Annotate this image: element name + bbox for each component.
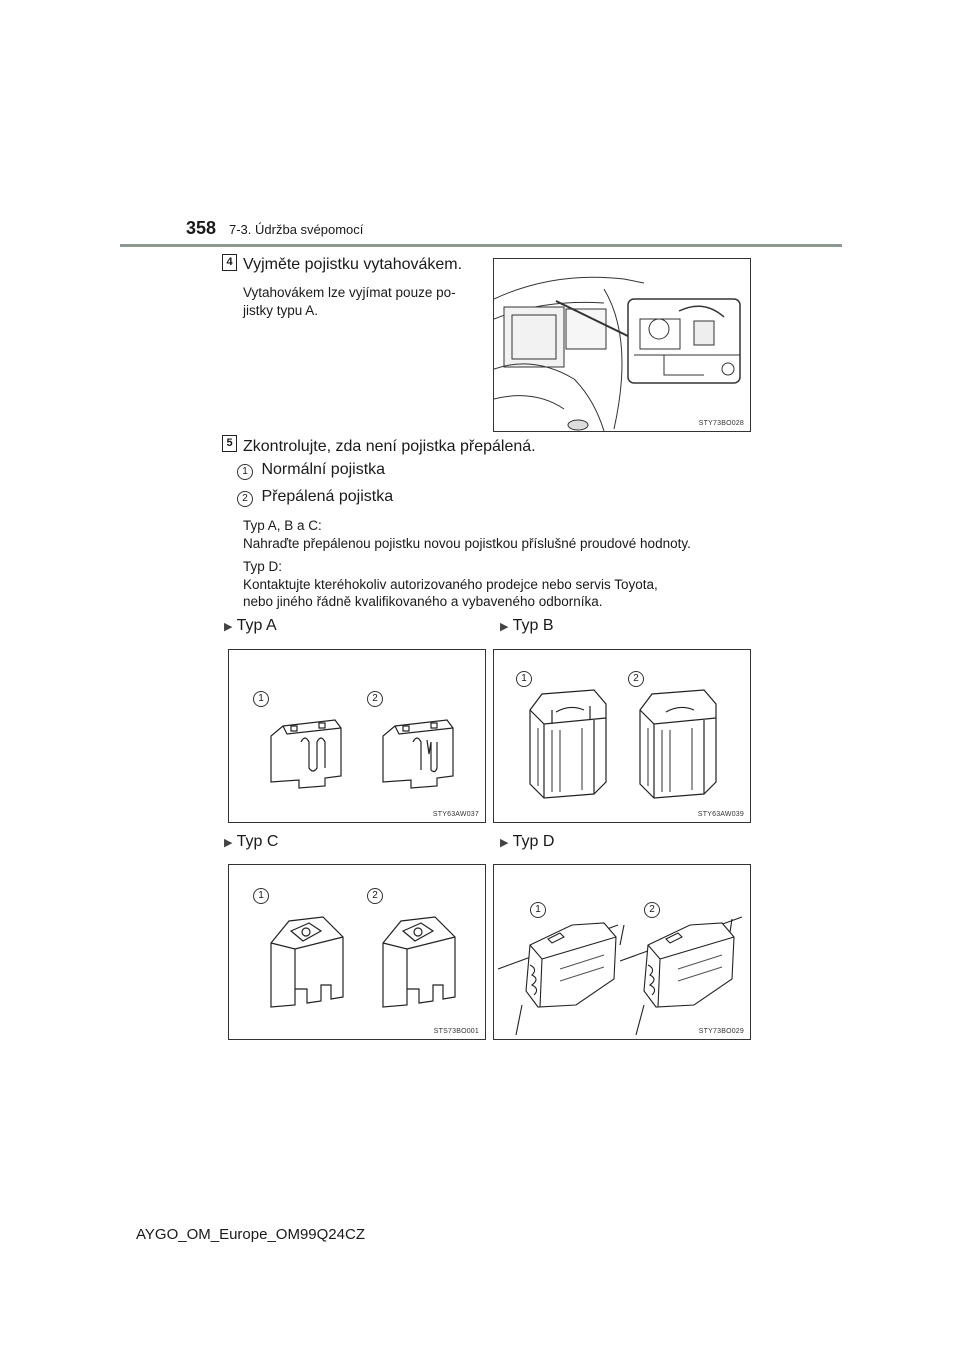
section-title: 7-3. Údržba svépomocí xyxy=(229,222,364,237)
legend-item-normal xyxy=(237,461,385,480)
type-d-figure xyxy=(493,864,751,1040)
type-a-figure xyxy=(228,649,486,823)
type-b-figure xyxy=(493,649,751,823)
marker-1: 1 xyxy=(516,671,532,687)
step5-title: Zkontrolujte, zda není pojistka přepálená. xyxy=(243,438,536,455)
figure-code: STY63AW039 xyxy=(697,811,744,818)
marker-1: 1 xyxy=(237,464,253,480)
fuse-puller-figure xyxy=(493,258,751,432)
legend-item-blown xyxy=(237,488,393,507)
legend-label-normal: Normální pojistka xyxy=(261,461,386,478)
triangle-icon: ▶ xyxy=(500,621,509,633)
note1-line2: Nahraďte přepálenou pojistku novou pojistkou příslušné proudové hodnoty. xyxy=(243,536,691,551)
marker-2: 2 xyxy=(367,888,383,904)
note2-line3: nebo jiného řádně kvalifikovaného a vybaveného odborníka. xyxy=(243,594,603,609)
header-rule xyxy=(120,244,842,247)
step-number-4: 4 xyxy=(222,254,237,271)
marker-2: 2 xyxy=(367,691,383,707)
marker-1: 1 xyxy=(253,888,269,904)
type-c-label: ▶ Typ C xyxy=(224,833,279,850)
step-number-5: 5 xyxy=(222,435,237,452)
note2-line2: Kontaktujte kteréhokoliv autorizovaného prodejce nebo servis Toyota, xyxy=(243,577,658,592)
step4-note-line1: Vytahovákem lze vyjímat pouze po- xyxy=(243,285,456,300)
note2-line1: Typ D: xyxy=(243,559,283,574)
type-c-figure xyxy=(228,864,486,1040)
triangle-icon: ▶ xyxy=(500,837,509,849)
document-id: AYGO_OM_Europe_OM99Q24CZ xyxy=(136,1226,365,1243)
marker-1: 1 xyxy=(530,902,546,918)
figure-code: STY73BO028 xyxy=(698,420,744,427)
type-a-label: ▶ Typ A xyxy=(224,617,277,634)
type-d-label: ▶ Typ D xyxy=(500,833,555,850)
figure-code: STS73BO001 xyxy=(433,1028,479,1035)
triangle-icon: ▶ xyxy=(224,621,233,633)
figure-code: STY73BO029 xyxy=(698,1028,744,1035)
note1-line1: Typ A, B a C: xyxy=(243,518,322,533)
page-number: 358 xyxy=(186,218,217,238)
marker-1: 1 xyxy=(253,691,269,707)
triangle-icon: ▶ xyxy=(224,837,233,849)
marker-2: 2 xyxy=(237,491,253,507)
marker-2: 2 xyxy=(644,902,660,918)
step4-note-line2: jistky typu A. xyxy=(243,303,319,318)
marker-2: 2 xyxy=(628,671,644,687)
type-b-label: ▶ Typ B xyxy=(500,617,554,634)
figure-code: STY63AW037 xyxy=(432,811,479,818)
step4-title: Vyjměte pojistku vytahovákem. xyxy=(243,256,463,273)
legend-label-blown: Přepálená pojistka xyxy=(261,488,394,505)
